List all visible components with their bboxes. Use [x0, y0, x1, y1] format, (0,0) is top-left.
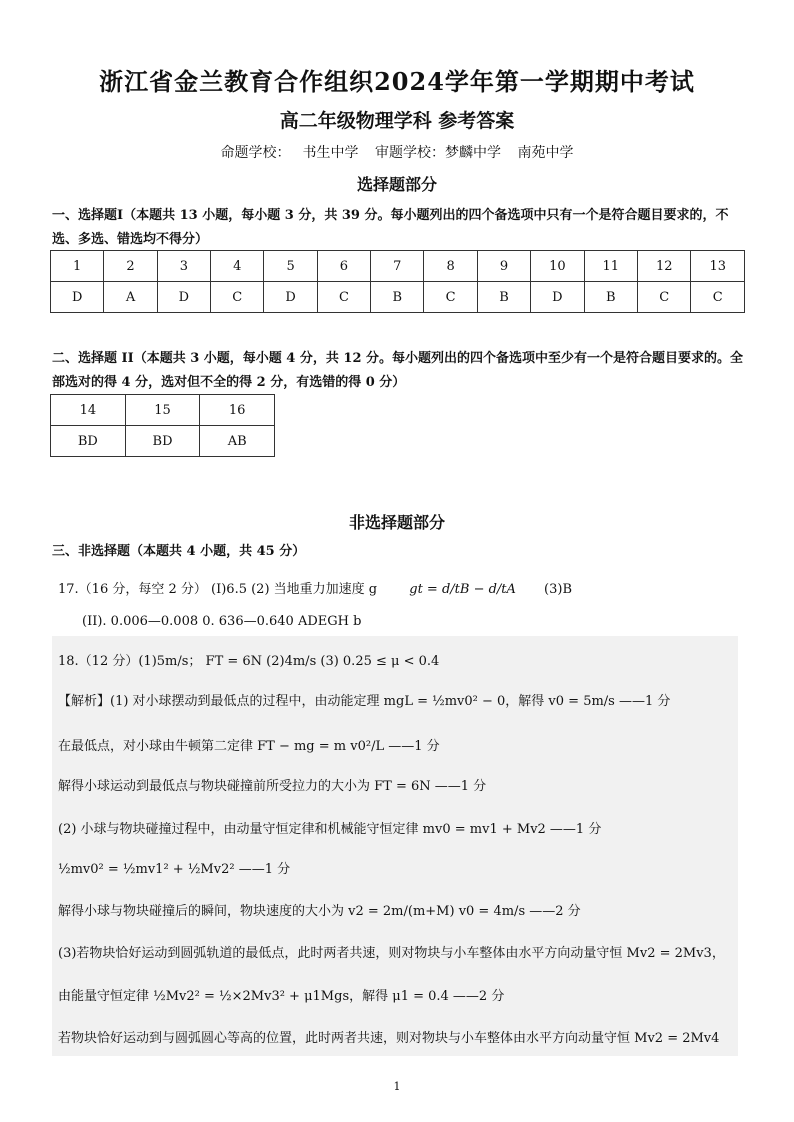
table-cell: 2 — [104, 251, 157, 282]
section-heading-choice: 选择题部分 — [356, 175, 437, 194]
table-cell: B — [477, 282, 530, 313]
q18-answer-summary: 18.（12 分）(1)5m/s； FT = 6N (2)4m/s (3) 0.25 ≤ μ < 0.4 — [58, 654, 440, 669]
table-cell: 8 — [424, 251, 477, 282]
setter-school: 书生中学 — [302, 145, 359, 161]
q17-answers: 17.（16 分，每空 2 分） (I)6.5 (2) 当地重力加速度 g — [58, 582, 378, 597]
q18-analysis-4: (2) 小球与物块碰撞过程中，由动量守恒定律和机械能守恒定律 mv0 = mv1 + Mv2 ——1 分 — [58, 822, 602, 837]
table-cell: 13 — [691, 251, 745, 282]
table-cell: 3 — [157, 251, 210, 282]
reviewer-school-2: 南苑中学 — [517, 145, 574, 161]
table-cell: 9 — [477, 251, 530, 282]
q18-analysis-2: 在最低点，对小球由牛顿第二定律 FT − mg = m v0²/L ——1 分 — [58, 739, 440, 754]
table-cell: 5 — [264, 251, 317, 282]
q18-analysis-5: ½mv0² = ½mv1² + ½Mv2² ——1 分 — [58, 862, 291, 877]
part2-instructions: 二、选择题 II（本题共 3 小题，每小题 4 分，共 12 分。每小题列出的四个备选项中至少有一个是符合题目要求的。全部选对的得 4 分，选对但不全的得 2 分，有选错的得 0 分） — [52, 351, 744, 390]
q17-line-2: (II). 0.006—0.008 0. 636—0.640 ADEGH b — [82, 614, 362, 629]
table-cell: B — [584, 282, 637, 313]
table-cell: D — [264, 282, 317, 313]
table-cell: 16 — [200, 395, 275, 426]
part3-instructions: 三、非选择题（本题共 4 小题，共 45 分） — [52, 544, 306, 559]
table-cell: D — [531, 282, 584, 313]
page-number: 1 — [393, 1080, 401, 1093]
table-cell: 15 — [125, 395, 200, 426]
exam-title: 浙江省金兰教育合作组织2024学年第一学期期中考试 — [99, 67, 695, 96]
table-cell: 11 — [584, 251, 637, 282]
table-cell: 12 — [638, 251, 691, 282]
setter-label: 命题学校： — [220, 145, 291, 161]
table-cell: D — [157, 282, 210, 313]
table-cell: 1 — [51, 251, 104, 282]
q18-analysis-1: 【解析】(1) 对小球摆动到最低点的过程中，由动能定理 mgL = ½mv0² − 0，解得 v0 = 5m/s ——1 分 — [58, 694, 671, 709]
table-cell: D — [51, 282, 104, 313]
table-cell: 6 — [317, 251, 370, 282]
table-cell: 10 — [531, 251, 584, 282]
table-cell: C — [317, 282, 370, 313]
table-cell: C — [424, 282, 477, 313]
table-cell: 4 — [211, 251, 264, 282]
table-cell: C — [211, 282, 264, 313]
q18-analysis-8: 由能量守恒定律 ½Mv2² = ½×2Mv3² + μ1Mgs，解得 μ1 = 0.4 ——2 分 — [58, 989, 505, 1004]
table-cell: AB — [200, 426, 275, 457]
table-row — [51, 282, 745, 313]
exam-subtitle: 高二年级物理学科 参考答案 — [279, 110, 515, 132]
part1-answer-table — [50, 250, 745, 313]
q17-formula: gt = d/tB − d/tA — [409, 582, 516, 597]
section-heading-nonchoice: 非选择题部分 — [348, 513, 445, 532]
table-cell: 14 — [51, 395, 126, 426]
table-cell: A — [104, 282, 157, 313]
q17-line-1 — [58, 578, 572, 597]
part2-answer-table — [50, 394, 275, 457]
q18-analysis-6: 解得小球与物块碰撞后的瞬间，物块速度的大小为 v2 = 2m/(m+M) v0 = 4m/s ——2 分 — [58, 904, 581, 919]
table-cell: C — [691, 282, 745, 313]
table-cell: 7 — [371, 251, 424, 282]
table-cell: BD — [51, 426, 126, 457]
table-row — [51, 426, 275, 457]
q18-analysis-7: (3)若物块恰好运动到圆弧轨道的最低点，此时两者共速，则对物块与小车整体由水平方向动量守恒 Mv2 = 2Mv3， — [58, 946, 725, 961]
q18-analysis-9: 若物块恰好运动到与圆弧圆心等高的位置，此时两者共速，则对物块与小车整体由水平方向动量守恒 Mv2 = 2Mv4 — [58, 1031, 720, 1046]
table-cell: C — [638, 282, 691, 313]
q18-analysis-3: 解得小球运动到最低点与物块碰撞前所受拉力的大小为 FT = 6N ——1 分 — [58, 779, 487, 794]
table-row — [51, 251, 745, 282]
school-info — [0, 142, 794, 162]
part1-instructions: 一、选择题I（本题共 13 小题，每小题 3 分，共 39 分。每小题列出的四个备选项中只有一个是符合题目要求的，不选、多选、错选均不得分） — [52, 208, 729, 247]
table-row — [51, 395, 275, 426]
q17-part3: (3)B — [544, 582, 573, 597]
reviewer-label: 审题学校：梦麟中学 — [375, 145, 501, 161]
table-cell: BD — [125, 426, 200, 457]
table-cell: B — [371, 282, 424, 313]
